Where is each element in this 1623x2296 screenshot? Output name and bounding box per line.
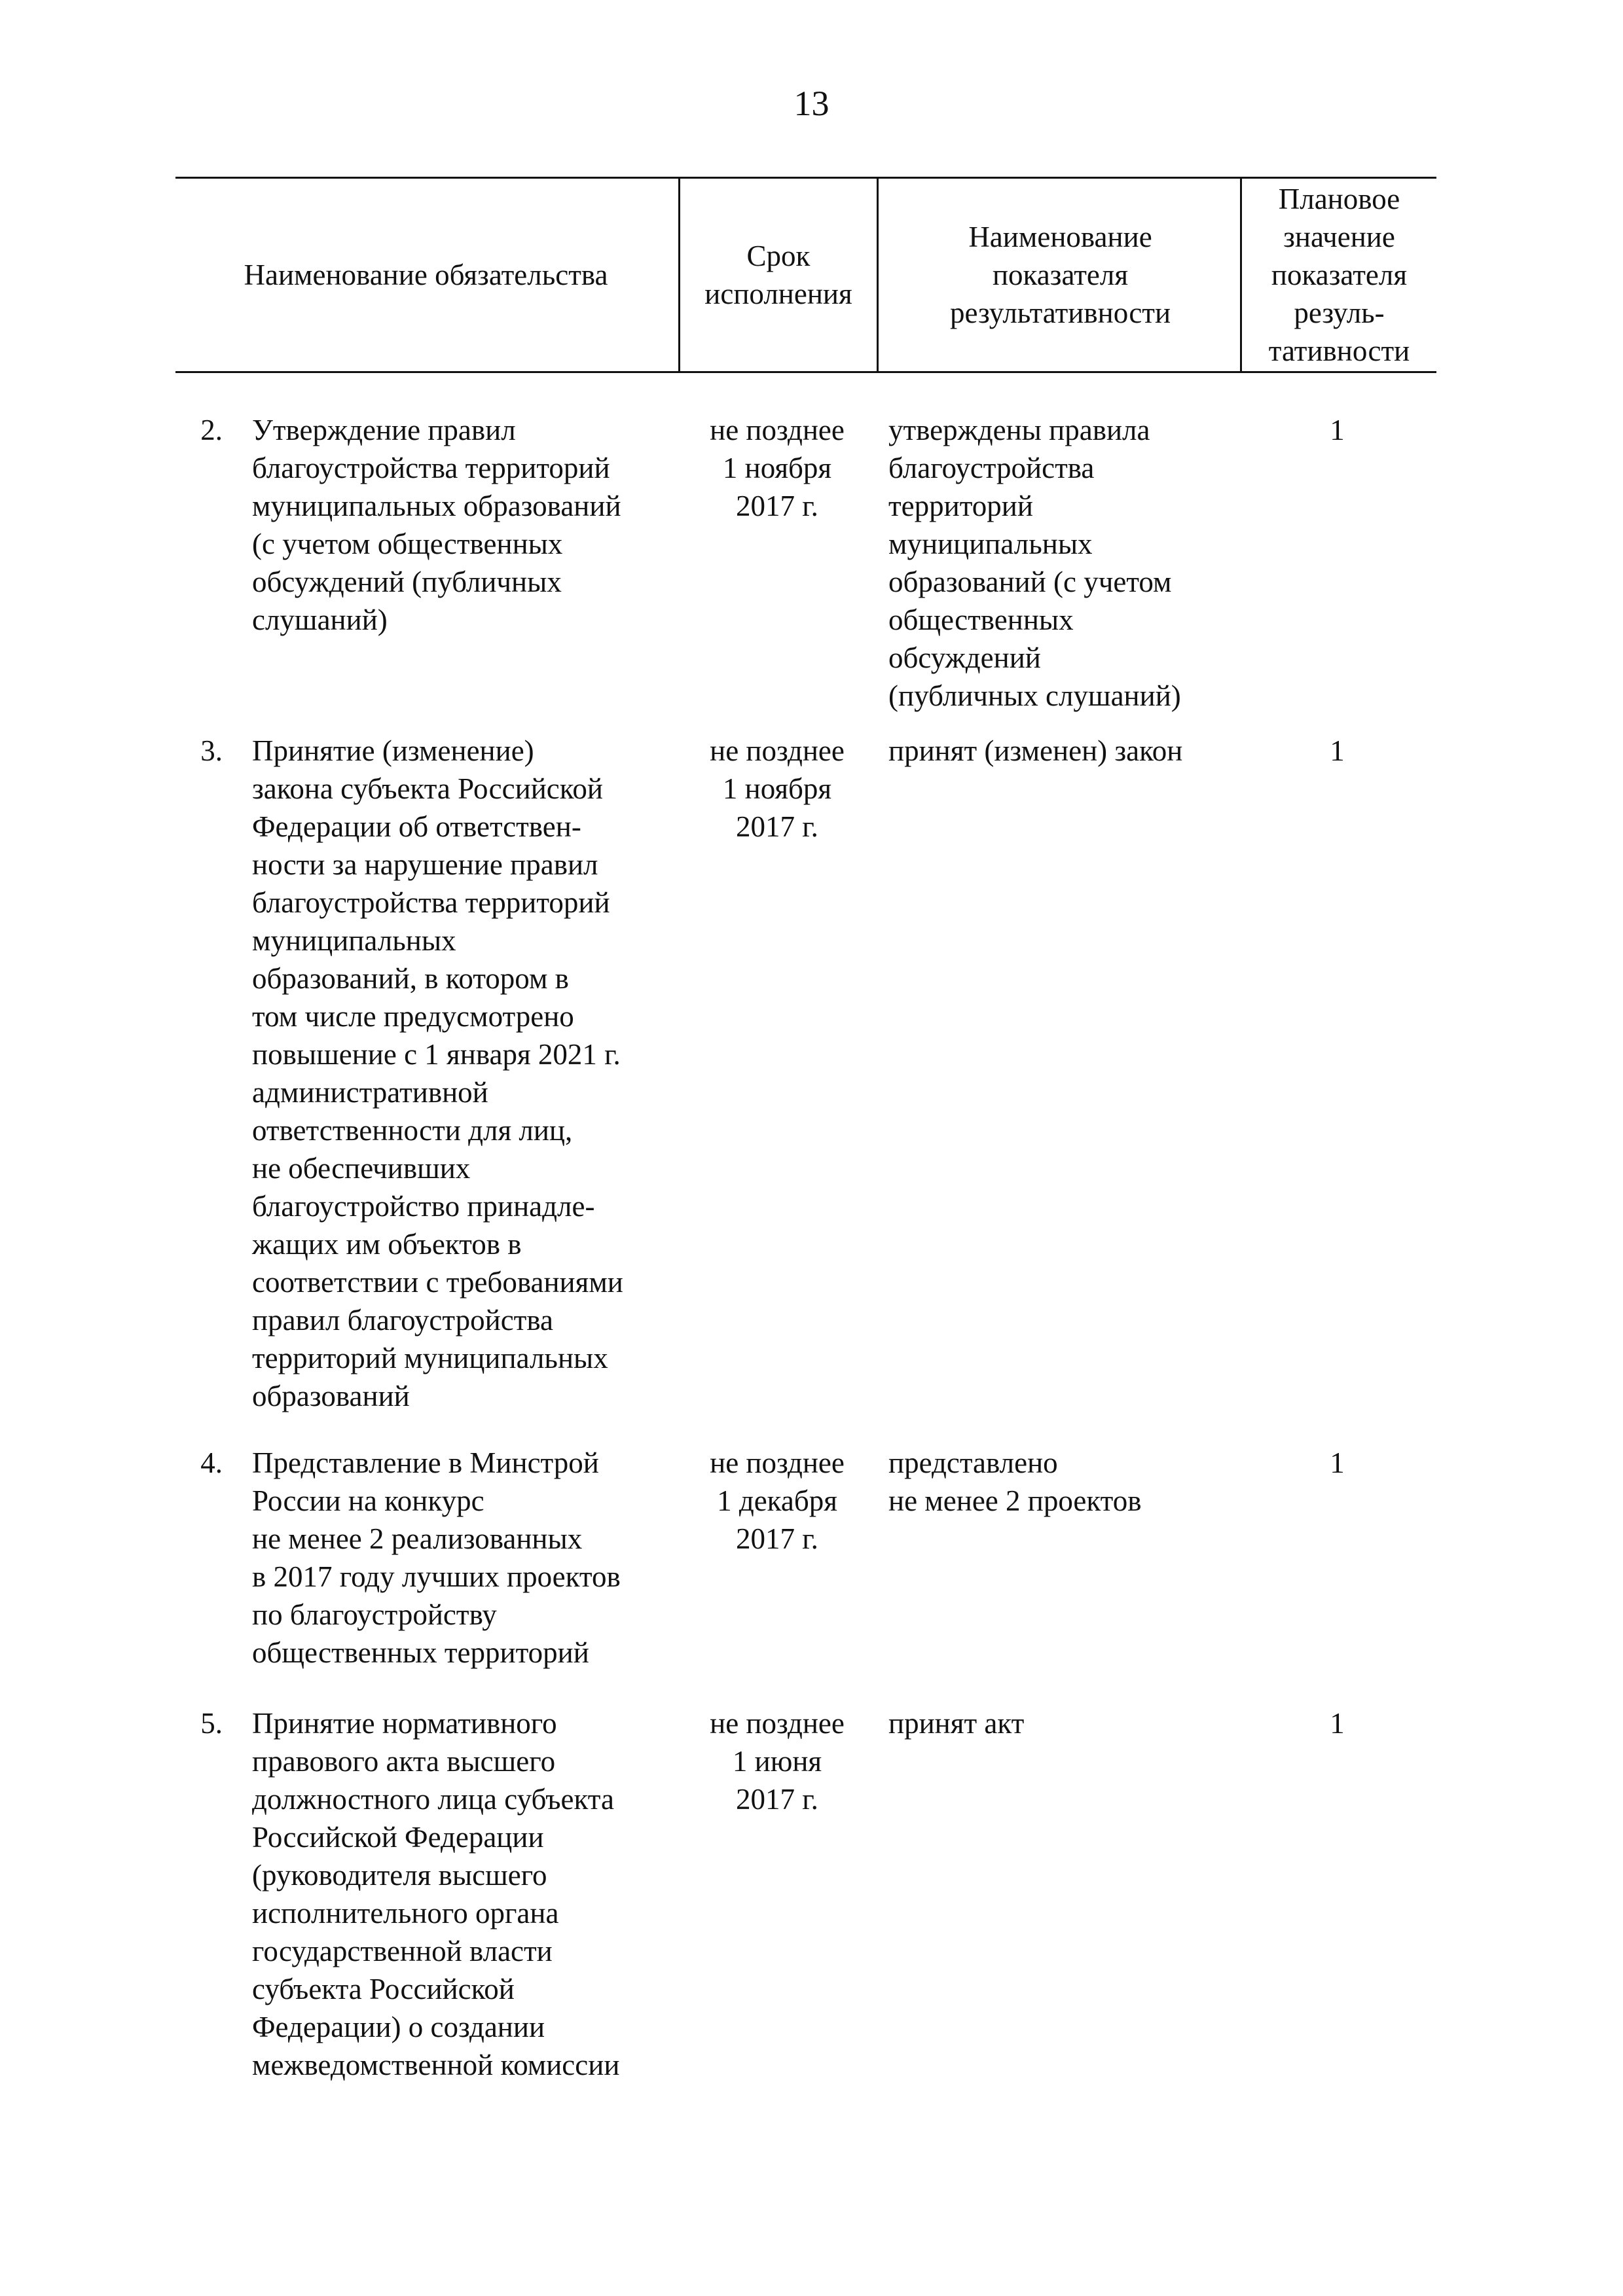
deadline-text: не позднее 1 декабря 2017 г. — [710, 1446, 845, 1555]
planned-value: 1 — [1330, 1446, 1345, 1479]
obligation-text: Представление в Минстрой России на конкурс не менее 2 реализованных в 2017 году лучших проектов по благоустройству общественных территорий — [252, 1446, 621, 1669]
header-deadline: Срок исполнения — [678, 179, 877, 371]
header-obligation: Наименование обязательства — [244, 259, 608, 291]
row-number: 4. — [200, 1446, 223, 1479]
planned-value: 1 — [1330, 1707, 1345, 1740]
table-header — [175, 177, 1436, 373]
page-number: 13 — [793, 84, 830, 123]
indicator-text: представлено не менее 2 проектов — [888, 1446, 1142, 1517]
indicator-text: принят акт — [888, 1707, 1025, 1740]
deadline-text: не позднее 1 июня 2017 г. — [710, 1707, 845, 1816]
obligation-text: Принятие (изменение) закона субъекта Российской Федерации об ответствен- ности за нарушение правил благоустройства территорий муниципальных образований, в котором в том числе предусмотрено повышение с 1 января 2021 г. административной ответственности для лиц, не обеспечивших благоустройство принадле- жащих им объектов в соответствии с требованиями правил благоустройства территорий муниципальных образований — [252, 734, 623, 1412]
obligation-text: Утверждение правил благоустройства территорий муниципальных образований (с учетом общественных обсуждений (публичных слушаний) — [252, 414, 621, 636]
row-number: 2. — [200, 414, 223, 446]
row-number: 3. — [200, 734, 223, 767]
obligation-text: Принятие нормативного правового акта высшего должностного лица субъекта Российской Федерации (руководителя высшего исполнительного органа государственной власти субъекта Российской Федерации) о создании межведомственной комиссии — [252, 1707, 620, 2081]
indicator-text: утверждены правила благоустройства территорий муниципальных образований (с учетом общественных обсуждений (публичных слушаний) — [888, 414, 1181, 712]
row-number: 5. — [200, 1707, 223, 1740]
indicator-text: принят (изменен) закон — [888, 734, 1183, 767]
planned-value: 1 — [1330, 734, 1345, 767]
header-planned-value: Плановое значение показателя резуль- тативности — [1240, 179, 1436, 371]
header-indicator: Наименование показателя результативности — [877, 179, 1242, 371]
deadline-text: не позднее 1 ноября 2017 г. — [710, 734, 845, 843]
planned-value: 1 — [1330, 414, 1345, 446]
deadline-text: не позднее 1 ноября 2017 г. — [710, 414, 845, 522]
